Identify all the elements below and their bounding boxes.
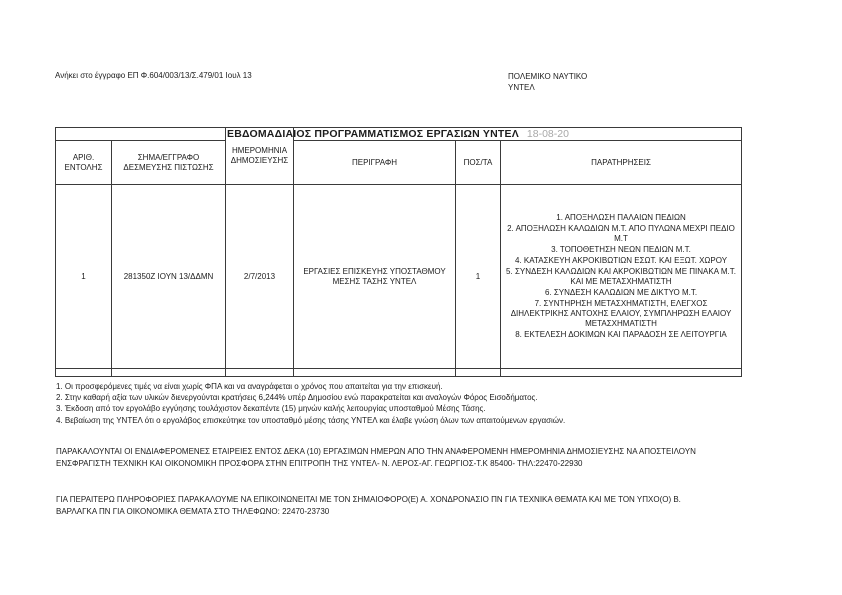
organization-name: ΠΟΛΕΜΙΚΟ ΝΑΥΤΙΚΟ	[508, 72, 588, 81]
col-header-quantity: ΠΟΣ/ΤΑ	[456, 141, 501, 185]
cell-order-no: 1	[56, 185, 112, 369]
header-row	[56, 141, 742, 185]
note-line: 2. Στην καθαρή αξία των υλικών διενεργούνται κρατήσεις 6,244% υπέρ Δημοσίου ενώ παρακρατείται και αναλογών Φόρος Εισοδήματος.	[56, 393, 538, 403]
date-stamp: 18-08-20	[526, 128, 569, 140]
empty-cell	[112, 369, 226, 377]
empty-cell	[294, 369, 456, 377]
title-row	[56, 128, 742, 141]
offer-instructions-paragraph: ΠΑΡΑΚΑΛΟΥΝΤΑΙ ΟΙ ΕΝΔΙΑΦΕΡΟΜΕΝΕΣ ΕΤΑΙΡΕΙΕΣ ΕΝΤΟΣ ΔΕΚΑ (10) ΕΡΓΑΣΙΜΩΝ ΗΜΕΡΩΝ ΑΠΟ ΤΗΝ ΑΝΑΦΕΡΟΜΕΝΗ ΗΜΕΡΟΜΗΝΙΑ ΔΗΜΟΣΙΕΥΣΗΣ ΝΑ ΑΠΟΣΤΕΙΛΟΥΝ ΕΝΣΦΡΑΓΙΣΤΗ ΤΕΧΝΙΚΗ ΚΑΙ ΟΙΚΟΝΟΜΙΚΗ ΠΡΟΣΦΟΡΑ ΣΤΗΝ ΕΠΙΤΡΟΠΗ ΤΗΣ ΥΝΤΕΛ- Ν. ΛΕΡΟΣ-ΑΓ. ΓΕΩΡΓΙΟΣ-Τ.Κ 85400- ΤΗΛ:22470-22930	[56, 447, 696, 468]
remark-line: 4. ΚΑΤΑΣΚΕΥΗ ΑΚΡΟΚΙΒΩΤΙΩΝ ΕΣΩΤ. ΚΑΙ ΕΞΩΤ. ΧΩΡΟΥ	[514, 255, 728, 265]
cell-description: ΕΡΓΑΣΙΕΣ ΕΠΙΣΚΕΥΗΣ ΥΠΟΣΤΑΘΜΟΥ ΜΕΣΗΣ ΤΑΣΗΣ ΥΝΤΕΛ	[294, 185, 456, 369]
cell-signal: 281350Z ΙΟΥΝ 13/ΔΔΜΝ	[112, 185, 226, 369]
cell-remarks	[501, 185, 742, 369]
empty-cell	[501, 369, 742, 377]
table-row	[56, 185, 742, 369]
col-header-remarks: ΠΑΡΑΤΗΡΗΣΕΙΣ	[501, 141, 742, 185]
title-row-right-cell	[294, 128, 742, 141]
empty-row	[56, 369, 742, 377]
remark-line: 8. ΕΚΤΕΛΕΣΗ ΔΟΚΙΜΩΝ ΚΑΙ ΠΑΡΑΔΟΣΗ ΣΕ ΛΕΙΤΟΥΡΓΙΑ	[515, 329, 727, 339]
reference-line: Ανήκει στο έγγραφο ΕΠ Φ.604/003/13/Σ.479/01 Ιουλ 13	[55, 71, 252, 80]
title-row-left-cell	[56, 128, 226, 141]
cell-quantity: 1	[456, 185, 501, 369]
remark-line: 5. ΣΥΝΔΕΣΗ ΚΑΛΩΔΙΩΝ ΚΑΙ ΑΚΡΟΚΙΒΩΤΙΩΝ ΜΕ ΠΙΝΑΚΑ Μ.Τ. ΚΑΙ ΜΕ ΜΕΤΑΣΧΗΜΑΤΙΣΤΗ	[506, 266, 736, 286]
cell-pub-date: 2/7/2013	[226, 185, 294, 369]
col-header-order-no: ΑΡΙΘ. ΕΝΤΟΛΗΣ	[56, 141, 112, 185]
contact-info-paragraph: ΓΙΑ ΠΕΡΑΙΤΕΡΩ ΠΛΗΡΟΦΟΡΙΕΣ ΠΑΡΑΚΑΛΟΥΜΕ ΝΑ ΕΠΙΚΟΙΝΩΝΕΙΤΑΙ ΜΕ ΤΟΝ ΣΗΜΑΙΟΦΟΡΟ(Ε) Α. ΧΟΝΔΡΟΝΑΣΙΟ ΠΝ ΓΙΑ ΤΕΧΝΙΚΑ ΘΕΜΑΤΑ ΚΑΙ ΜΕ ΤΟΝ ΥΠΧΟ(Ο) Β. ΒΑΡΛΑΓΚΑ ΠΝ ΓΙΑ ΟΙΚΟΝΟΜΙΚΑ ΘΕΜΑΤΑ ΣΤΟ ΤΗΛΕΦΩΝΟ: 22470-23730	[56, 495, 681, 516]
empty-cell	[56, 369, 112, 377]
remark-line: 3. ΤΟΠΟΘΕΤΗΣΗ ΝΕΩΝ ΠΕΔΙΩΝ Μ.Τ.	[551, 244, 691, 254]
organization-block	[508, 71, 587, 93]
program-table	[55, 127, 742, 377]
col-header-pub-date: ΗΜΕΡΟΜΗΝΙΑ ΔΗΜΟΣΙΕΥΣΗΣ	[226, 128, 294, 185]
remark-line: 2. ΑΠΟΞΗΛΩΣΗ ΚΑΛΩΔΙΩΝ Μ.Τ. ΑΠΟ ΠΥΛΩΝΑ ΜΕΧΡΙ ΠΕΔΙΟ Μ.Τ	[507, 223, 735, 243]
empty-cell	[456, 369, 501, 377]
empty-cell	[226, 369, 294, 377]
notes-block	[56, 381, 761, 426]
organization-unit: ΥΝΤΕΛ	[508, 83, 535, 92]
note-line: 4. Βεβαίωση της ΥΝΤΕΛ ότι ο εργολάβος επισκεύτηκε τον υποσταθμό μέσης τάσης ΥΝΤΕΛ και έλαβε γνώση όλων των απαιτούμενων εργασιών.	[56, 415, 566, 425]
remark-line: 1. ΑΠΟΞΗΛΩΣΗ ΠΑΛΑΙΩΝ ΠΕΔΙΩΝ	[556, 212, 686, 222]
remark-line: 7. ΣΥΝΤΗΡΗΣΗ ΜΕΤΑΣΧΗΜΑΤΙΣΤΗ, ΕΛΕΓΧΟΣ ΔΙΗΛΕΚΤΡΙΚΗΣ ΑΝΤΟΧΗΣ ΕΛΑΙΟΥ, ΣΥΜΠΛΗΡΩΣΗ ΕΛΑΙΟΥ ΜΕΤΑΣΧΗΜΑΤΙΣΤΗ	[510, 298, 732, 328]
table-title: ΕΒΔΟΜΑΔΙΑΙΟΣ ΠΡΟΓΡΑΜΜΑΤΙΣΜΟΣ ΕΡΓΑΣΙΩΝ ΥΝΤΕΛ	[227, 128, 519, 140]
col-header-signal: ΣΗΜΑ/ΕΓΓΡΑΦΟ ΔΕΣΜΕΥΣΗΣ ΠΙΣΤΩΣΗΣ	[112, 141, 226, 185]
col-header-description: ΠΕΡΙΓΡΑΦΗ	[294, 141, 456, 185]
weekly-program-table	[55, 127, 741, 377]
note-line: 1. Οι προσφερόμενες τιμές να είναι χωρίς ΦΠΑ και να αναγράφεται ο χρόνος που απαιτείται για την επισκευή.	[56, 382, 443, 391]
note-line: 3. Έκδοση από τον εργολάβο εγγύησης τουλάχιστον δεκαπέντε (15) μηνών καλής λειτουργίας υποσταθμού Μέσης Τάσης.	[56, 404, 486, 414]
remark-line: 6. ΣΥΝΔΕΣΗ ΚΑΛΩΔΙΩΝ ΜΕ ΔΙΚΤΥΟ Μ.Τ.	[544, 287, 698, 297]
